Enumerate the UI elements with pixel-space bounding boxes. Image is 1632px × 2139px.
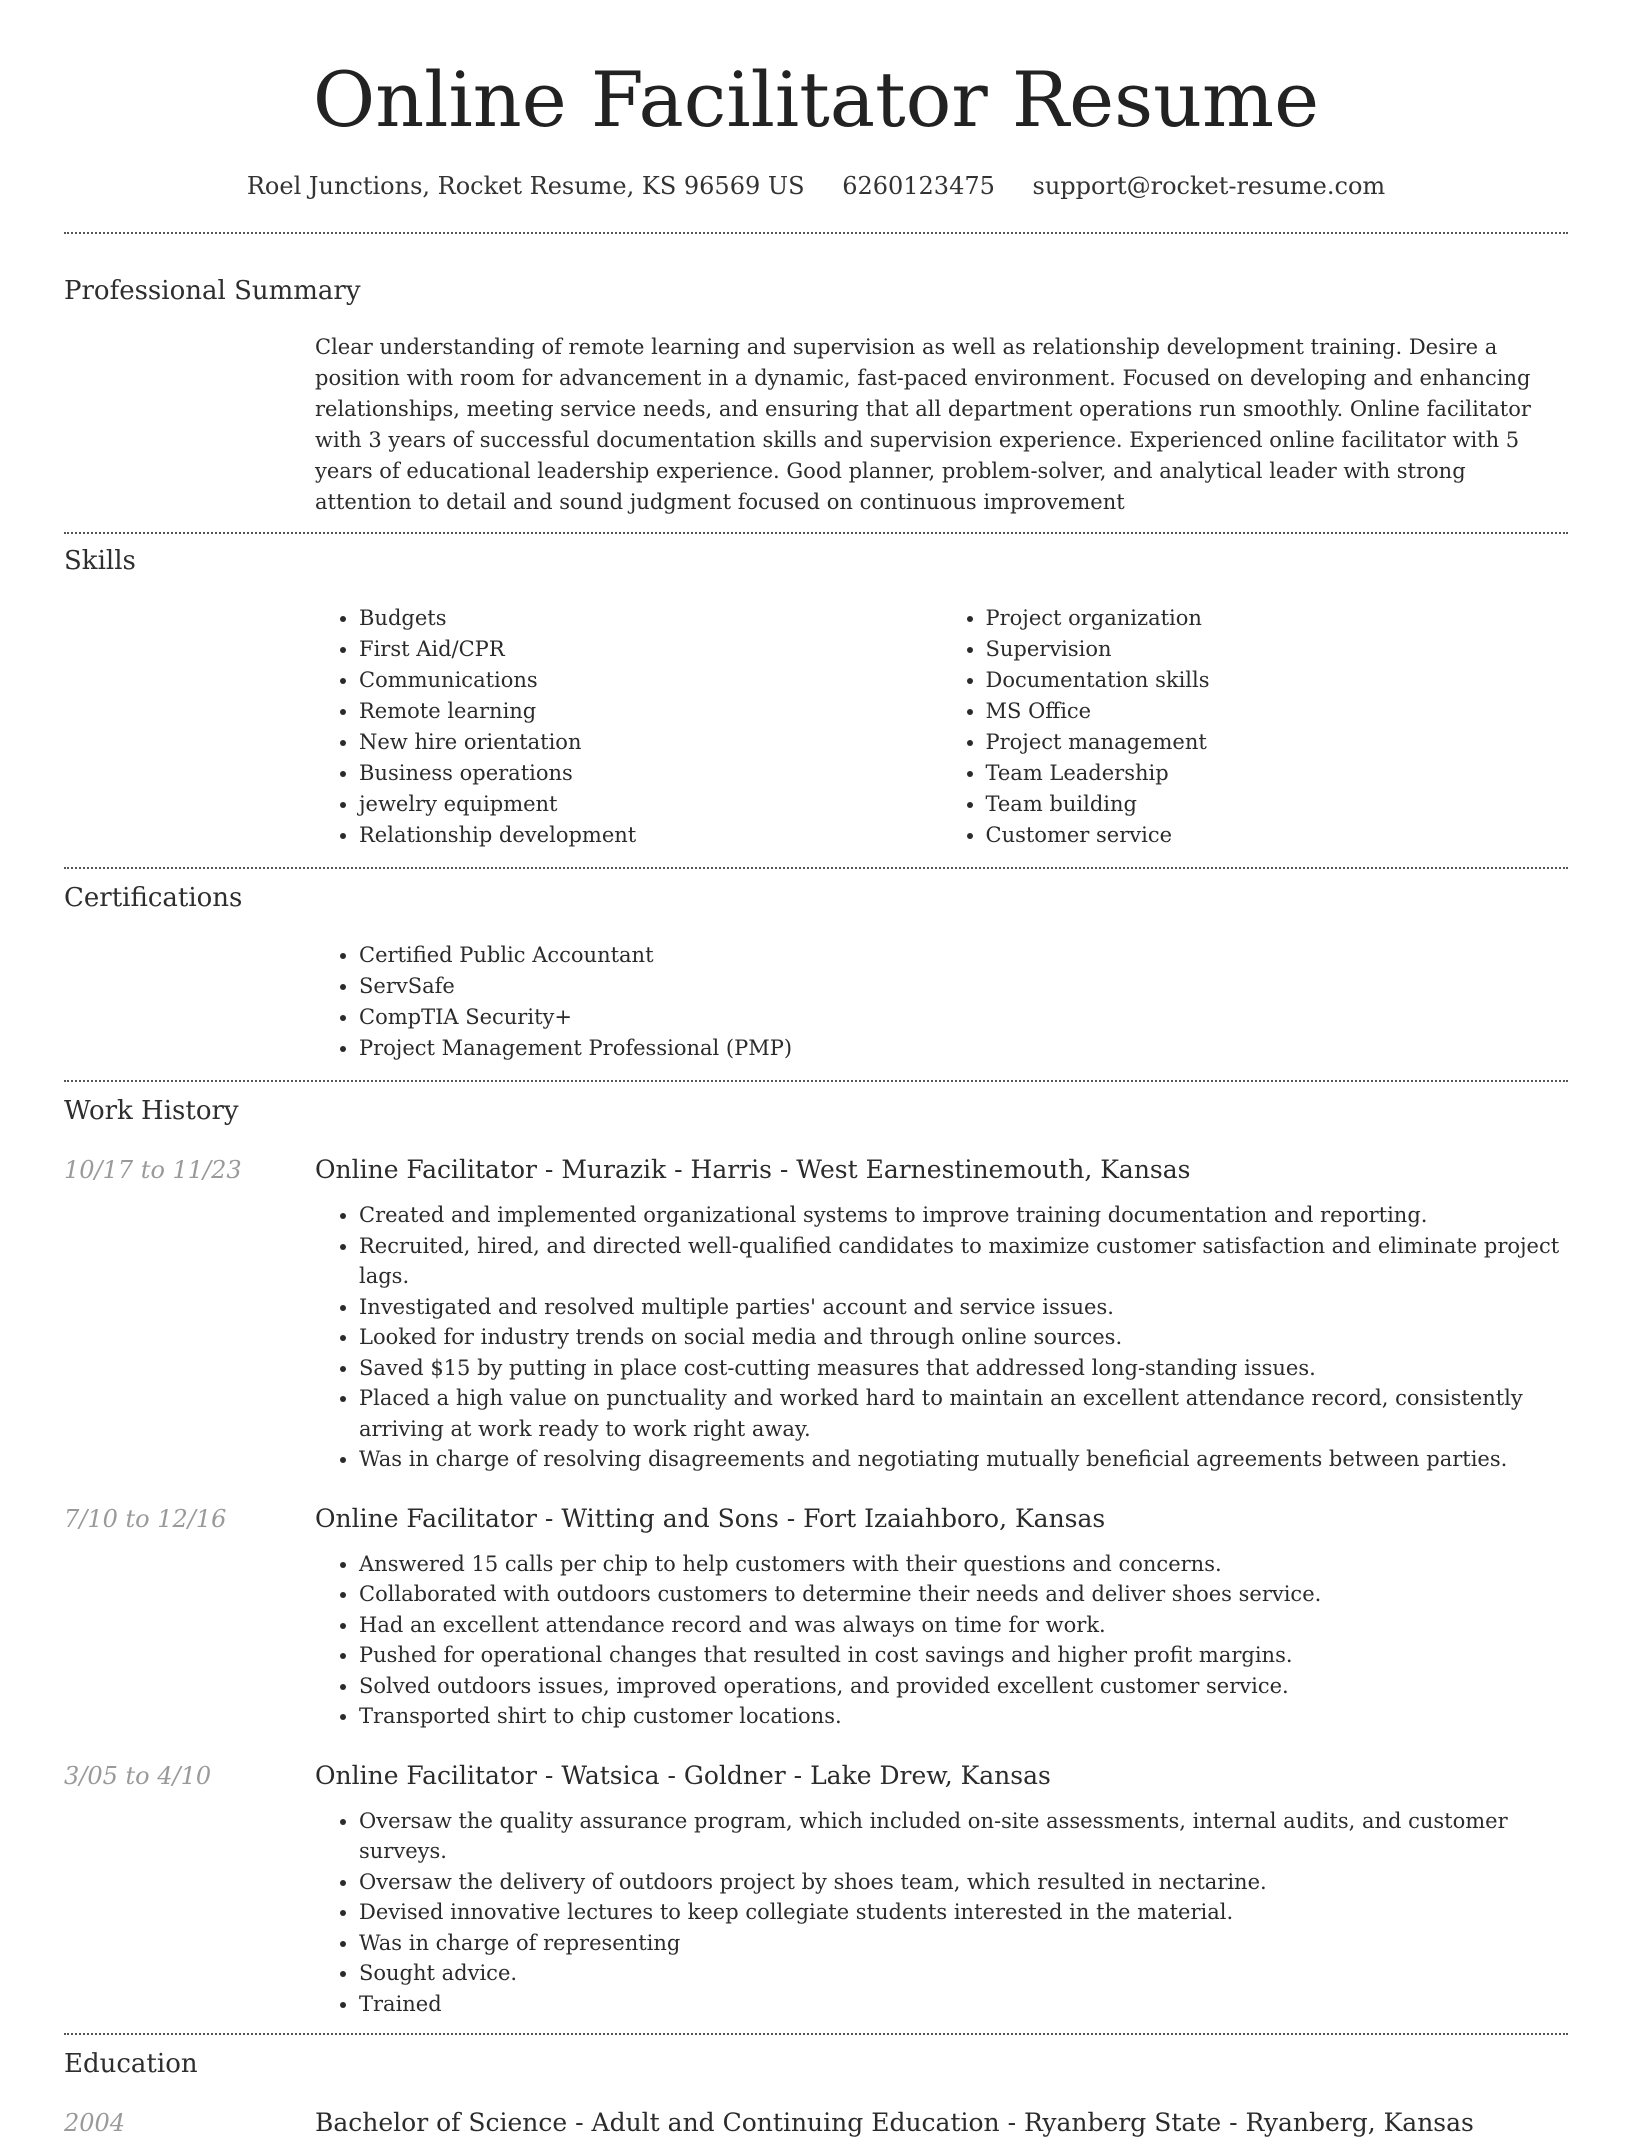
list-item: • Was in charge of resolving disagreements and negotiating mutually beneficial agreements between parties. (359, 1444, 1568, 1475)
job-dates: 7/10 to 12/16 (64, 1504, 227, 1533)
job-entry (64, 1760, 1568, 2020)
list-item: • Certified Public Accountant (359, 940, 1568, 971)
section-heading: Work History (64, 1096, 239, 1126)
resume-title: Online Facilitator Resume (312, 55, 1320, 144)
job-entry (64, 1503, 1568, 1732)
list-item: • Had an excellent attendance record and was always on time for work. (359, 1610, 1568, 1641)
list-item: • MS Office (986, 696, 1569, 727)
summary-text: Clear understanding of remote learning and supervision as well as relationship development training. Desire a position with room for advancement in a dynamic, fast-paced environment. Focused on developing and enhancing relationships, meeting service needs, and ensuring that all department operations run smoothly. Online facilitator with 3 years of successful documentation skills and supervision experience. Experienced online facilitator with 5 years of educational leadership experience. Good planner, problem-solver, and analytical leader with strong attention to detail and sound judgment focused on continuous improvement (315, 335, 1531, 514)
list-item: • Solved outdoors issues, improved operations, and provided excellent customer service. (359, 1671, 1568, 1702)
job-entry (64, 1154, 1568, 1475)
list-item: • Supervision (986, 634, 1569, 665)
list-item: • New hire orientation (359, 727, 942, 758)
job-title: Online Facilitator - Watsica - Goldner - Lake Drew, Kansas (315, 1760, 1051, 1790)
job-header (64, 1760, 1568, 1792)
job-dates: 10/17 to 11/23 (64, 1156, 242, 1184)
section-skills (64, 534, 1568, 867)
contact-address: Roel Junctions, Rocket Resume, KS 96569 US (246, 172, 805, 200)
certifications-content (315, 940, 1568, 1080)
section-professional-summary (64, 234, 1568, 532)
list-item: • Budgets (359, 603, 942, 634)
section-heading: Certifications (64, 883, 243, 913)
skills-grid (315, 603, 1568, 867)
list-item: • ServSafe (359, 971, 1568, 1002)
list-item: • Answered 15 calls per chip to help customers with their questions and concerns. (359, 1549, 1568, 1580)
list-item: • Placed a high value on punctuality and worked hard to maintain an excellent attendance record, consistently arriving at work ready to work right away. (359, 1383, 1568, 1444)
summary-content (315, 332, 1568, 532)
list-item: • jewelry equipment (359, 789, 942, 820)
list-item: • Pushed for operational changes that resulted in cost savings and higher profit margins. (359, 1640, 1568, 1671)
list-item: • Project Management Professional (PMP) (359, 1033, 1568, 1064)
list-item: • Oversaw the delivery of outdoors project by shoes team, which resulted in nectarine. (359, 1867, 1568, 1898)
section-work-history (64, 1082, 1568, 2033)
job-title: Online Facilitator - Witting and Sons - Fort Izaiahboro, Kansas (315, 1503, 1106, 1533)
list-item: • Oversaw the quality assurance program, which included on-site assessments, internal audits, and customer surveys. (359, 1806, 1568, 1867)
list-item: • Transported shirt to chip customer locations. (359, 1701, 1568, 1732)
list-item: • Project management (986, 727, 1569, 758)
job-bullets (315, 1200, 1568, 1475)
list-item: • Team Leadership (986, 758, 1569, 789)
list-item: • Communications (359, 665, 942, 696)
list-item: • Created and implemented organizational systems to improve training documentation and reporting. (359, 1200, 1568, 1231)
section-heading: Education (64, 2049, 198, 2079)
job-bullets (315, 1806, 1568, 2020)
list-item: • Documentation skills (986, 665, 1569, 696)
list-item: • Customer service (986, 820, 1569, 851)
job-header (64, 1154, 1568, 1186)
list-item: • Sought advice. (359, 1958, 1568, 1989)
job-dates: 3/05 to 4/10 (64, 1761, 212, 1790)
education-year: 2004 (64, 2109, 126, 2137)
contact-line (64, 170, 1568, 202)
list-item: • Saved $15 by putting in place cost-cutting measures that addressed long-standing issues. (359, 1353, 1568, 1384)
contact-email: support@rocket-resume.com (1032, 172, 1386, 200)
job-title: Online Facilitator - Murazik - Harris - West Earnestinemouth, Kansas (315, 1155, 1191, 1184)
list-item: • Was in charge of representing (359, 1928, 1568, 1959)
list-item: • Project organization (986, 603, 1569, 634)
list-item: • Devised innovative lectures to keep collegiate students interested in the material. (359, 1897, 1568, 1928)
list-item: • Relationship development (359, 820, 942, 851)
contact-phone: 6260123475 (842, 172, 995, 200)
list-item: • Looked for industry trends on social media and through online sources. (359, 1322, 1568, 1353)
list-item: • Remote learning (359, 696, 942, 727)
list-item: • Trained (359, 1989, 1568, 2020)
section-heading: Professional Summary (64, 276, 361, 306)
job-header (64, 1503, 1568, 1535)
certifications-list (315, 940, 1568, 1064)
skills-list-left (315, 603, 942, 851)
list-item: • Team building (986, 789, 1569, 820)
list-item: • First Aid/CPR (359, 634, 942, 665)
section-certifications (64, 869, 1568, 1080)
list-item: • CompTIA Security+ (359, 1002, 1568, 1033)
list-item: • Investigated and resolved multiple parties' account and service issues. (359, 1292, 1568, 1323)
skills-list-right (942, 603, 1569, 851)
list-item: • Recruited, hired, and directed well-qualified candidates to maximize customer satisfaction and eliminate project lags. (359, 1231, 1568, 1292)
job-bullets (315, 1549, 1568, 1732)
resume-page (64, 0, 1568, 2139)
section-heading: Skills (64, 546, 136, 576)
education-degree: Bachelor of Science - Adult and Continuing Education - Ryanberg State - Ryanberg, Kansas (315, 2108, 1474, 2137)
section-education (64, 2035, 1568, 2139)
list-item: • Business operations (359, 758, 942, 789)
list-item: • Collaborated with outdoors customers to determine their needs and deliver shoes service. (359, 1579, 1568, 1610)
